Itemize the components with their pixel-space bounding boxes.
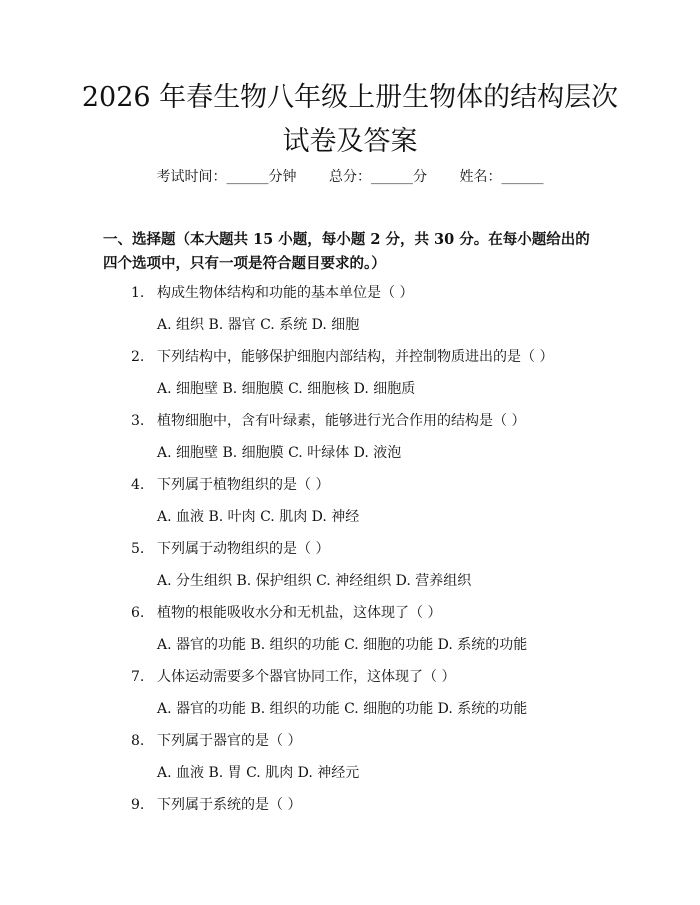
exam-info — [0, 166, 700, 186]
question-5 — [131, 538, 329, 558]
exam-time-field: 考试时间：______分钟 — [156, 169, 297, 185]
question-number: 6. — [131, 605, 145, 621]
page-title — [0, 76, 700, 164]
question-number: 5. — [131, 541, 145, 557]
question-number: 8. — [131, 733, 145, 749]
question-text: 下列属于动物组织的是（ ） — [157, 541, 330, 557]
question-4-options: A. 血液 B. 叶肉 C. 肌肉 D. 神经 — [157, 509, 360, 525]
question-number: 1. — [131, 285, 145, 301]
question-8 — [131, 730, 301, 750]
question-9 — [131, 794, 301, 814]
question-text: 下列属于系统的是（ ） — [157, 797, 302, 813]
question-number: 4. — [131, 477, 145, 493]
question-5-options: A. 分生组织 B. 保护组织 C. 神经组织 D. 营养组织 — [157, 573, 472, 589]
question-number: 2. — [131, 349, 145, 365]
question-8-options: A. 血液 B. 胃 C. 肌肉 D. 神经元 — [157, 765, 360, 781]
question-text: 下列结构中，能够保护细胞内部结构，并控制物质进出的是（ ） — [157, 349, 554, 365]
question-3-options: A. 细胞壁 B. 细胞膜 C. 叶绿体 D. 液泡 — [157, 445, 402, 461]
question-text: 下列属于器官的是（ ） — [157, 733, 302, 749]
question-2-options: A. 细胞壁 B. 细胞膜 C. 细胞核 D. 细胞质 — [157, 381, 416, 397]
title-line-2: 试卷及答案 — [282, 126, 418, 157]
question-1-options: A. 组织 B. 器官 C. 系统 D. 细胞 — [157, 317, 360, 333]
question-4 — [131, 474, 329, 494]
section-title: 一、选择题（本大题共 15 小题，每小题 2 分，共 30 分。在每小题给出的四个选项中，只有一项是符合题目要求的。） — [103, 231, 590, 272]
total-score-field: 总分：______分 — [329, 169, 427, 185]
question-3 — [131, 410, 525, 430]
question-number: 7. — [131, 669, 145, 685]
question-text: 植物的根能吸收水分和无机盐，这体现了（ ） — [157, 605, 442, 621]
question-7 — [131, 666, 455, 686]
name-field: 姓名：______ — [459, 169, 544, 185]
question-7-options: A. 器官的功能 B. 组织的功能 C. 细胞的功能 D. 系统的功能 — [157, 701, 528, 717]
question-text: 植物细胞中，含有叶绿素，能够进行光合作用的结构是（ ） — [157, 413, 526, 429]
title-line-1: 2026 年春生物八年级上册生物体的结构层次 — [81, 82, 619, 113]
question-number: 3. — [131, 413, 145, 429]
question-text: 构成生物体结构和功能的基本单位是（ ） — [157, 285, 414, 301]
question-2 — [131, 346, 553, 366]
question-6-options: A. 器官的功能 B. 组织的功能 C. 细胞的功能 D. 系统的功能 — [157, 637, 528, 653]
question-1 — [131, 282, 413, 302]
question-number: 9. — [131, 797, 145, 813]
question-text: 人体运动需要多个器官协同工作，这体现了（ ） — [157, 669, 456, 685]
question-text: 下列属于植物组织的是（ ） — [157, 477, 330, 493]
question-6 — [131, 602, 441, 622]
